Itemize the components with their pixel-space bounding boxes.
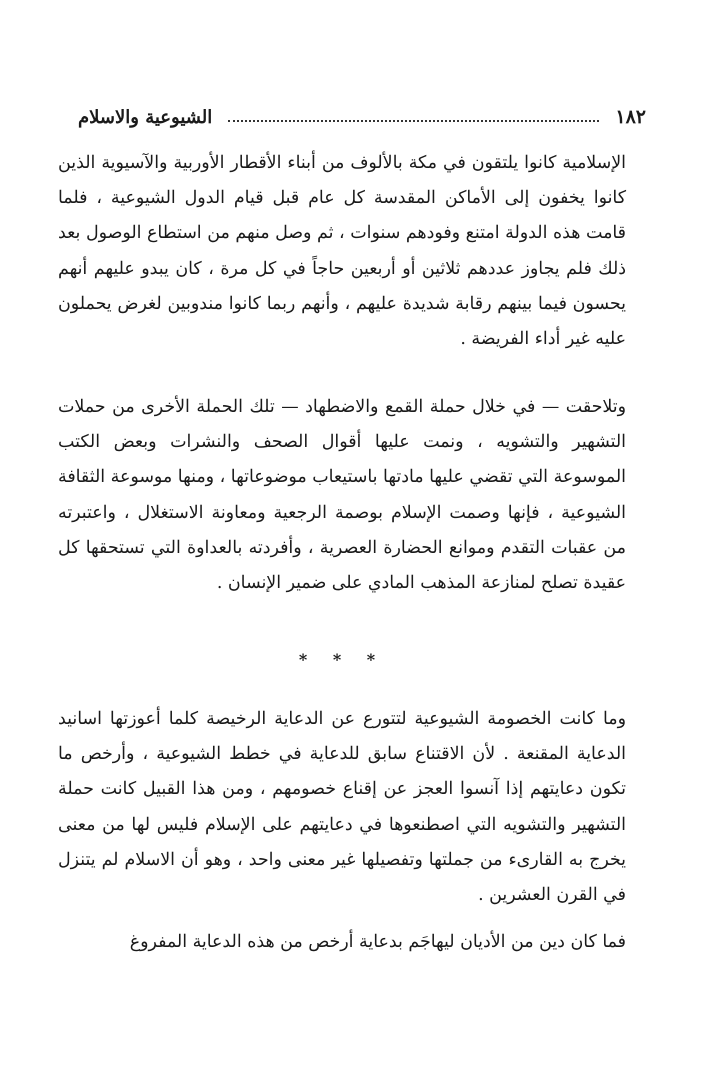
running-title: الشيوعية والاسلام <box>78 106 213 128</box>
dotted-leader <box>228 120 599 122</box>
page-number: ١٨٢ <box>615 106 646 128</box>
body-paragraph: الإسلامية كانوا يلتقون في مكة بالألوف من أبناء الأقطار الأوربية والآسيوية الذين كانوا يخفون إلى الأماكن المقدسة كل عام قبل قيام الدول الشيوعية ، فلما قامت هذه الدولة امتنع وفودهم سنوات ، ثم وصل منهم من استطاع الوصول بعد ذلك فلم يجاوز عددهم ثلاثين أو أربعين حاجاً في كل مرة ، كان يبدو عليهم أنهم يحسون فيما بينهم رقابة شديدة عليهم ، وأنهم ربما كانوا مندوبين لغرض يحملون عليه غير أداء الفريضة . <box>58 153 626 350</box>
body-paragraph: فما كان دين من الأديان ليهاجَم بدعاية أرخص من هذه الدعاية المفروغ <box>129 932 626 952</box>
page-header <box>78 100 646 134</box>
body-paragraph: وتلاحقت — في خلال حملة القمع والاضطهاد — تلك الحملة الأخرى من حملات التشهير والتشويه ، ونمت عليها أقوال الصحف والنشرات وبعض الكتب الموسوعة التي تقضي عليها مادتها باستيعاب موضوعاتها ، ومنها موسوعة الثقافة الشيوعية ، فإنها وصمت الإسلام بوصمة الرجعية ومعاونة الاستغلال ، واعتبرته من عقبات التقدم وموانع الحضارة العصرية ، وأفردته بالعداوة التي تستحقها كل عقيدة تصلح لمنازعة المذهب المادي على ضمير الإنسان . <box>58 397 626 594</box>
section-separator: * * * <box>298 650 386 669</box>
body-paragraph: وما كانت الخصومة الشيوعية لتتورع عن الدعاية الرخيصة كلما أعوزتها اسانيد الدعاية المقنعة . لأن الاقتناع سابق للدعاية في خطط الشيوعية ، وأرخص ما تكون دعايتهم إذا آنسوا العجز عن إقناع خصومهم ، ومن هذا القبيل كانت حملة التشهير والتشويه التي اصطنعوها في دعايتهم على الإسلام فليس لها من معنى يخرج به القارىء من جملتها وتفصيلها غير معنى واحد ، وهو أن الاسلام لم يتنزل في القرن العشرين . <box>58 709 626 906</box>
